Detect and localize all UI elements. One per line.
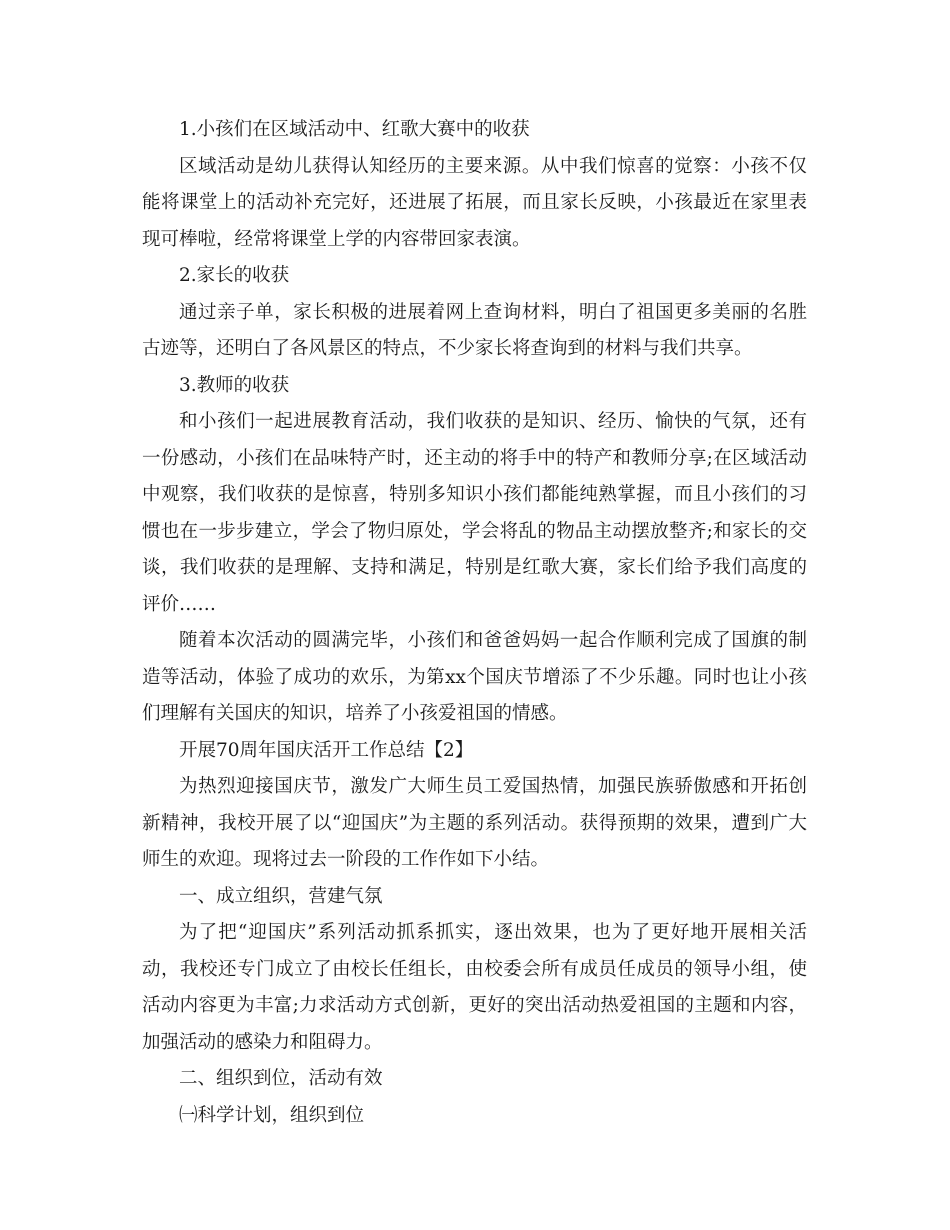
section-heading-children-harvest: 1.小孩们在区域活动中、红歌大赛中的收获 — [179, 119, 530, 140]
paragraph-activity-end: 随着本次活动的圆满完毕，小孩们和爸爸妈妈一起合作顺利完成了国旗的制造等活动，体验了成功的欢乐，为第xx个国庆节增添了不少乐趣。同时也让小孩们理解有关国庆的知识，培养了小孩爱祖国的情感。 — [142, 630, 807, 724]
paragraph-teachers: 和小孩们一起进展教育活动，我们收获的是知识、经历、愉快的气氛，还有一份感动，小孩们在品味特产时，还主动的将手中的特产和教师分享;在区域活动中观察，我们收获的是惊喜，特别多知识小孩们都能纯熟掌握，而且小孩们的习惯也在一步步建立，学会了物归原处，学会将乱的物品主动摆放整齐;和家长的交谈，我们收获的是理解、支持和满足，特别是红歌大赛，家长们给予我们高度的评价…… — [142, 411, 807, 615]
section-heading-parents-harvest: 2.家长的收获 — [179, 265, 290, 286]
document-page — [142, 112, 807, 1134]
section-heading-effective: 二、组织到位，活动有效 — [179, 1068, 383, 1089]
paragraph-leadership-group: 为了把“迎国庆”系列活动抓系抓实，逐出效果，也为了更好地开展相关活动，我校还专门成立了由校长任组长，由校委会所有成员任成员的领导小组，使活动内容更为丰富;力求活动方式创新，更好的突出活动热爱祖国的主题和内容，加强活动的感染力和阻碍力。 — [142, 922, 807, 1053]
section-heading-organization: 一、成立组织，营建气氛 — [179, 885, 383, 907]
section-heading-planning: ㈠科学计划，组织到位 — [179, 1104, 365, 1126]
paragraph-welcome-national-day: 为热烈迎接国庆节，激发广大师生员工爱国热情，加强民族骄傲感和开拓创新精神，我校开展了以“迎国庆”为主题的系列活动。获得预期的效果，遭到广大师生的欢迎。现将过去一阶段的工作作如下小结。 — [142, 776, 807, 870]
paragraph-area-activity: 区域活动是幼儿获得认知经历的主要来源。从中我们惊喜的觉察：小孩不仅能将课堂上的活动补充完好，还进展了拓展，而且家长反映，小孩最近在家里表现可棒啦，经常将课堂上学的内容带回家表演。 — [142, 155, 807, 250]
section-heading-summary-2: 开展70周年国庆活开工作总结【2】 — [179, 739, 474, 761]
section-heading-teachers-harvest: 3.教师的收获 — [179, 374, 290, 396]
paragraph-parent-child: 通过亲子单，家长积极的进展着网上查询材料，明白了祖国更多美丽的名胜古迹等，还明白了各风景区的特点，不少家长将查询到的材料与我们共享。 — [142, 301, 807, 359]
